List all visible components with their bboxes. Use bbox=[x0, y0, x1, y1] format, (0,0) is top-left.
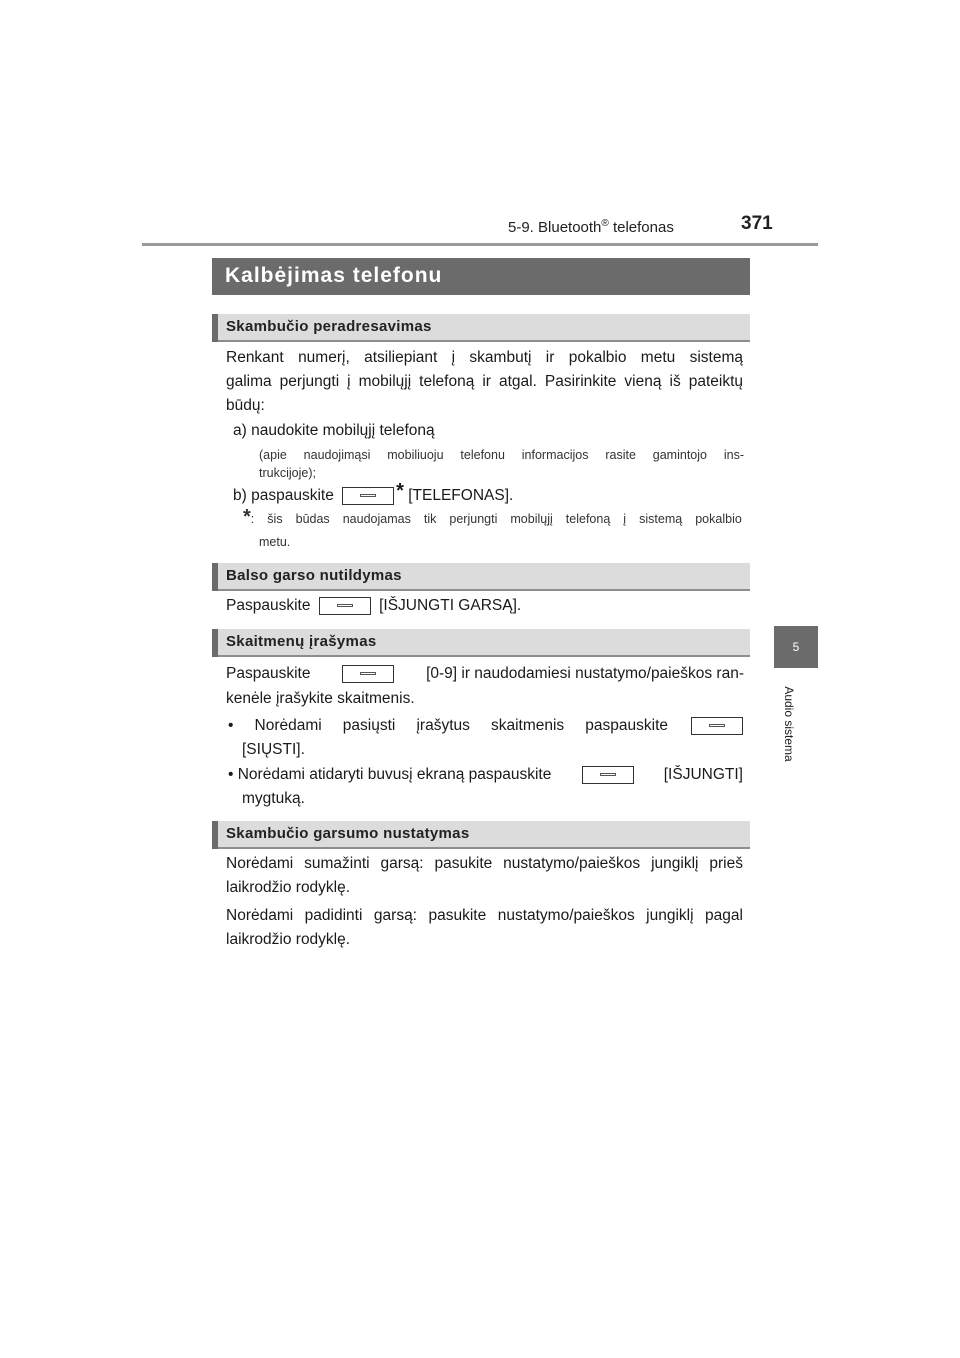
paragraph-line: būdų: bbox=[226, 397, 265, 414]
digits-instruction: Paspauskite [0-9] ir naudodamiesi nustatymo/paieškos ran- bbox=[226, 665, 744, 682]
digits-button[interactable] bbox=[342, 665, 394, 683]
page-number: 371 bbox=[741, 213, 773, 234]
paragraph-line: galima perjungti į mobilųjį telefoną ir atgal. Pasirinkite vieną iš pateiktų bbox=[226, 373, 743, 390]
option-b: b) paspauskite * [TELEFONAS]. bbox=[233, 480, 514, 504]
send-button[interactable] bbox=[691, 717, 743, 735]
section-heading-call-transfer: Skambučio peradresavimas bbox=[212, 314, 750, 342]
chapter-tab: 5 bbox=[774, 626, 818, 668]
mute-button[interactable] bbox=[319, 597, 371, 615]
chapter-label: Audio sistema bbox=[782, 686, 796, 762]
section-heading-digits: Skaitmenų įrašymas bbox=[212, 629, 750, 657]
send-bullet: • Norėdami pasiųsti įrašytus skaitmenis paspauskite bbox=[228, 714, 743, 738]
close-bullet: • Norėdami atidaryti buvusį ekraną paspauskite [IŠJUNGTI] bbox=[228, 766, 743, 783]
footnote: *: šis būdas naudojamas tik perjungti mobilųjį telefoną į sistemą pokalbio bbox=[243, 506, 742, 528]
paragraph-line: laikrodžio rodyklę. bbox=[226, 931, 351, 948]
mute-instruction: Paspauskite [IŠJUNGTI GARSĄ]. bbox=[226, 597, 522, 614]
header-divider bbox=[142, 243, 818, 246]
option-a-note: trukcijoje); bbox=[259, 466, 316, 480]
footnote: metu. bbox=[259, 535, 291, 549]
section-heading-volume: Skambučio garsumo nustatymas bbox=[212, 821, 750, 849]
paragraph-line: laikrodžio rodyklę. bbox=[226, 879, 351, 896]
section-heading-mute: Balso garso nutildymas bbox=[212, 563, 750, 591]
close-button[interactable] bbox=[582, 766, 634, 784]
paragraph-line: Norėdami padidinti garsą: pasukite nustatymo/paieškos jungiklį pagal bbox=[226, 907, 743, 924]
paragraph-line: Renkant numerį, atsiliepiant į skambutį ir pokalbio metu sistemą bbox=[226, 349, 743, 366]
paragraph-line: kenėle įrašykite skaitmenis. bbox=[226, 690, 415, 707]
paragraph-line: Norėdami sumažinti garsą: pasukite nustatymo/paieškos jungiklį prieš bbox=[226, 855, 743, 872]
option-a-note: (apie naudojimąsi mobiliuoju telefonu informacijos rasite gamintojo ins- bbox=[259, 448, 744, 462]
page-title-bar bbox=[212, 258, 750, 295]
option-a: a) naudokite mobilųjį telefoną bbox=[233, 422, 435, 439]
paragraph-line: [SIŲSTI]. bbox=[242, 741, 305, 758]
page-title: Kalbėjimas telefonu bbox=[225, 264, 443, 287]
phone-button[interactable] bbox=[342, 487, 394, 505]
paragraph-line: mygtuką. bbox=[242, 790, 305, 807]
section-label: 5-9. Bluetooth® telefonas bbox=[508, 218, 674, 236]
